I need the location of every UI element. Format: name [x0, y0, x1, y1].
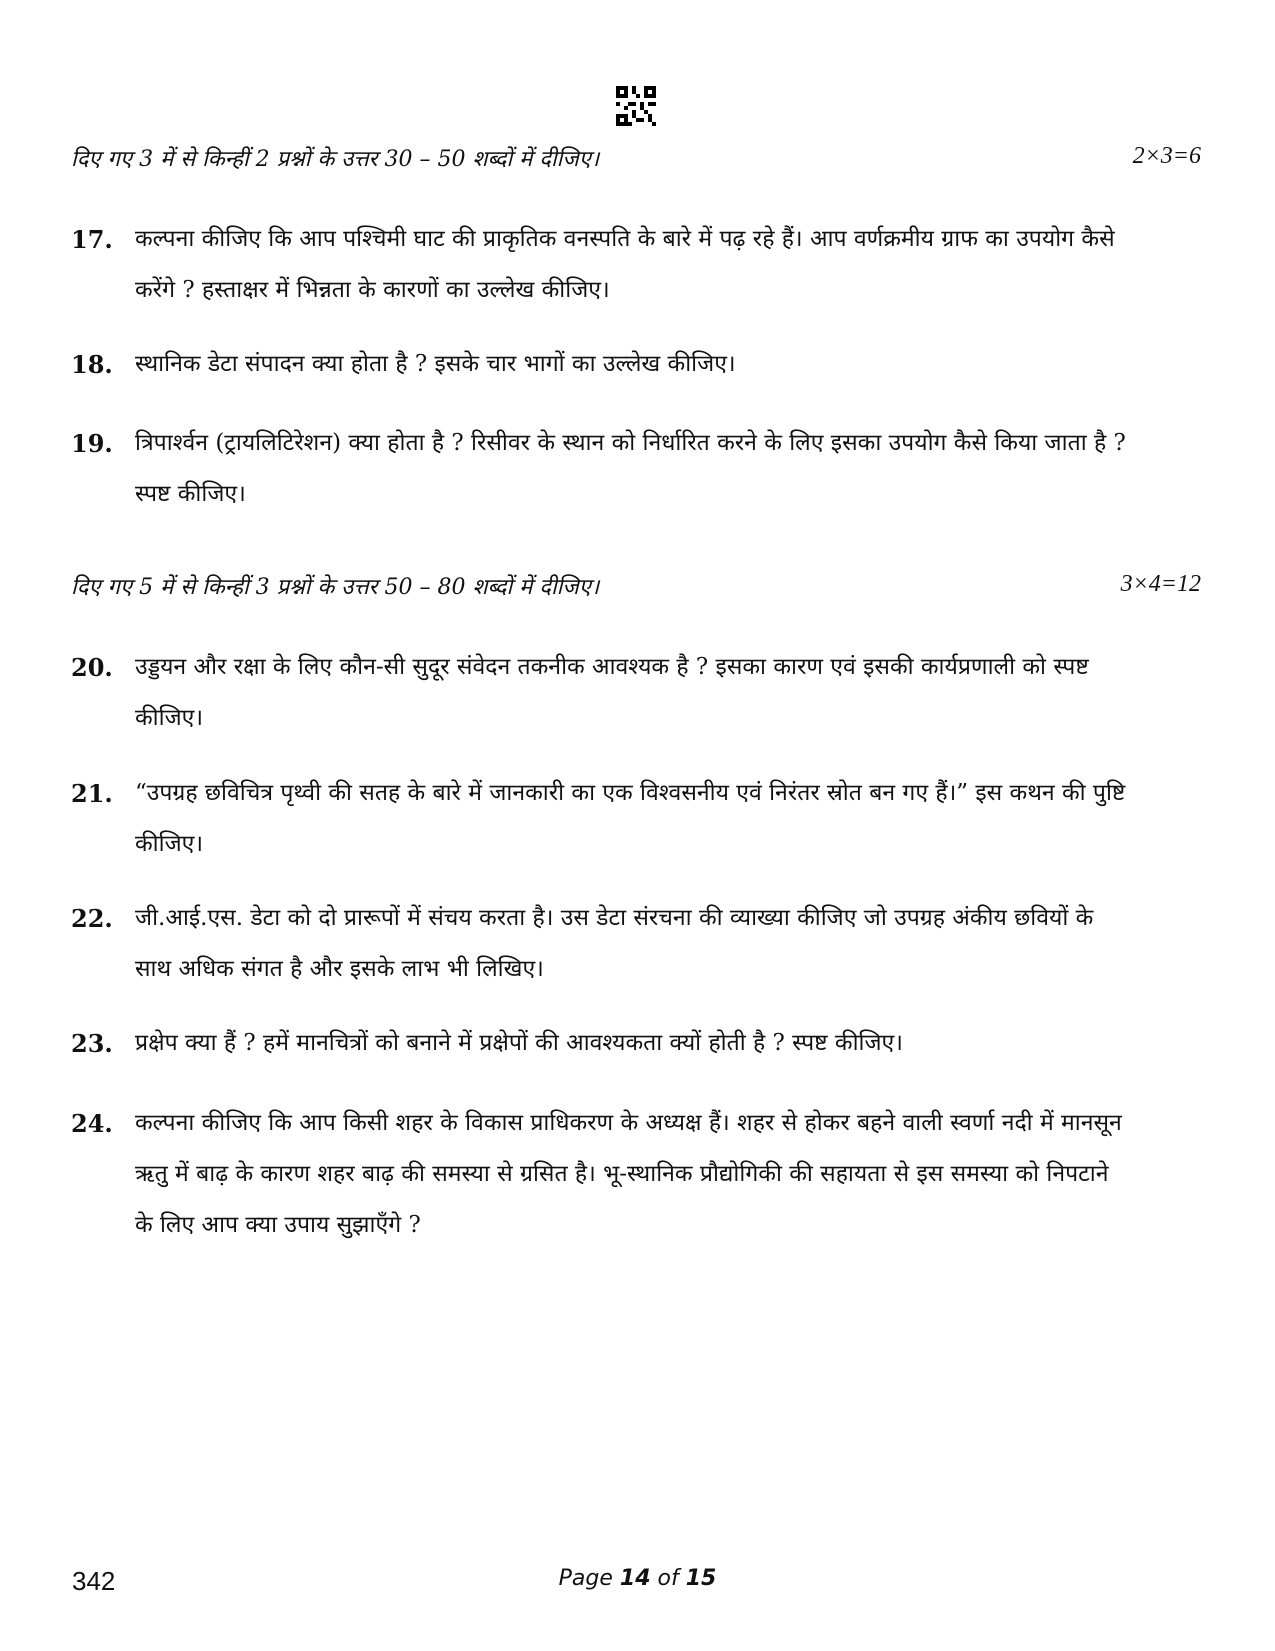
question-number: 21. — [71, 779, 113, 808]
section-b-marks: 3×4=12 — [1120, 571, 1201, 597]
question-17 — [71, 214, 1131, 316]
question-text: स्थानिक डेटा संपादन क्या होता है ? इसके चार भागों का उल्लेख कीजिए। — [135, 351, 736, 377]
question-text: जी.आई.एस. डेटा को दो प्रारूपों में संचय करता है। उस डेटा संरचना की व्याख्या कीजिए जो उपग्रह अंकीय छवियों के साथ अधिक संगत है और इसके लाभ भी लिखिए। — [135, 905, 1094, 982]
section-b-instruction-text: दिए गए 5 में से किन्हीं 3 प्रश्नों के उत्तर 50 – 80 शब्दों में दीजिए। — [71, 575, 600, 600]
question-number: 17. — [71, 225, 113, 254]
page-number — [0, 1566, 1275, 1591]
section-b-instruction — [71, 571, 1201, 601]
page-current: 14 — [619, 1566, 651, 1591]
question-text: “उपग्रह छविचित्र पृथ्वी की सतह के बारे में जानकारी का एक विश्वसनीय एवं निरंतर स्रोत बन गए हैं।” इस कथन की पुष्टि कीजिए। — [135, 780, 1126, 857]
question-text: प्रक्षेप क्या हैं ? हमें मानचित्रों को बनाने में प्रक्षेपों की आवश्यकता क्यों होती है ? स्पष्ट कीजिए। — [135, 1030, 903, 1056]
question-24 — [71, 1098, 1131, 1251]
question-text: कल्पना कीजिए कि आप किसी शहर के विकास प्राधिकरण के अध्यक्ष हैं। शहर से होकर बहने वाली स्वर्णा नदी में मानसून ऋतु में बाढ़ के कारण शहर बाढ़ की समस्या से ग्रसित है। भू-स्थानिक प्रौद्योगिकी की सहायता से इस समस्या को निपटाने के लिए आप क्या उपाय सुझाएँगे ? — [135, 1110, 1122, 1238]
question-text: त्रिपार्श्वन (ट्रायलिटिरेशन) क्या होता है ? रिसीवर के स्थान को निर्धारित करने के लिए इसका उपयोग कैसे किया जाता है ? स्पष्ट कीजिए। — [135, 430, 1126, 507]
qr-code-icon — [616, 86, 656, 126]
question-21 — [71, 768, 1131, 870]
question-number: 20. — [71, 653, 113, 682]
page-total: 15 — [685, 1566, 717, 1591]
page-prefix: Page — [558, 1566, 620, 1591]
question-number: 24. — [71, 1109, 113, 1138]
section-a-instruction-text: दिए गए 3 में से किन्हीं 2 प्रश्नों के उत्तर 30 – 50 शब्दों में दीजिए। — [71, 147, 600, 172]
paper-code: 342 — [72, 1566, 116, 1596]
question-number: 18. — [71, 350, 113, 379]
question-19 — [71, 418, 1131, 520]
section-a-instruction — [71, 143, 1201, 173]
question-22 — [71, 893, 1131, 995]
question-23 — [71, 1018, 1131, 1069]
question-number: 22. — [71, 904, 113, 933]
question-text: कल्पना कीजिए कि आप पश्चिमी घाट की प्राकृतिक वनस्पति के बारे में पढ़ रहे हैं। आप वर्णक्रमीय ग्राफ का उपयोग कैसे करेंगे ? हस्ताक्षर में भिन्नता के कारणों का उल्लेख कीजिए। — [135, 226, 1115, 303]
page-of: of — [650, 1566, 686, 1591]
question-18 — [71, 339, 1131, 390]
question-number: 23. — [71, 1029, 113, 1058]
question-20 — [71, 642, 1131, 744]
question-number: 19. — [71, 429, 113, 458]
question-text: उड्डयन और रक्षा के लिए कौन-सी सुदूर संवेदन तकनीक आवश्यक है ? इसका कारण एवं इसकी कार्यप्रणाली को स्पष्ट कीजिए। — [135, 654, 1089, 731]
section-a-marks: 2×3=6 — [1132, 143, 1201, 169]
